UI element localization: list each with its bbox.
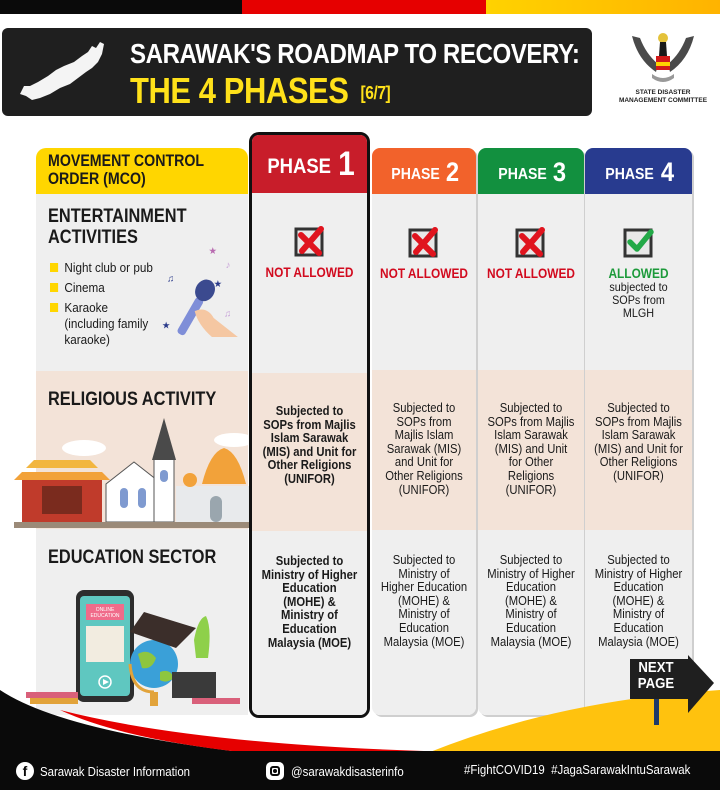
facebook-link[interactable] <box>16 762 211 780</box>
phase-3-column <box>478 148 584 715</box>
phase-1-column <box>249 132 370 718</box>
top-stripe-gold <box>486 0 720 14</box>
mco-header-line2: ORDER (MCO) <box>48 170 146 188</box>
phase-4-entertainment-cell <box>585 194 692 370</box>
bottom-swoosh-decoration <box>0 690 720 752</box>
instagram-link[interactable] <box>266 762 419 780</box>
phase-2-education-cell <box>372 530 476 715</box>
next-page-button[interactable] <box>637 660 676 692</box>
religious-text: Subjected to SOPs from Majlis Islam Sarawak (MIS) and Unit for Other Religions (UNIFOR) <box>262 404 357 486</box>
instagram-icon <box>266 762 284 780</box>
phase-number: 3 <box>552 157 567 187</box>
phase-1-religious-cell <box>252 373 367 531</box>
svg-text:♫: ♫ <box>224 308 232 320</box>
entertainment-title-line1: ENTERTAINMENT <box>48 206 187 227</box>
svg-text:★: ★ <box>208 246 218 258</box>
entertainment-status: NOT ALLOWED <box>380 266 468 281</box>
phase-3-header <box>478 148 584 194</box>
entertainment-status: ALLOWED <box>608 266 669 281</box>
microphone-illustration-icon <box>154 242 244 337</box>
page-indicator: [6/7] <box>360 83 391 103</box>
phase-word: PHASE <box>498 166 547 183</box>
education-text: Subjected to Ministry of Higher Education (MOHE) & Ministry of Education Malaysia (MOE) <box>261 554 358 650</box>
next-page-line1: NEXT <box>638 659 674 676</box>
illustration-text-line2: EDUCATION <box>90 613 120 619</box>
education-title: EDUCATION SECTOR <box>48 547 217 568</box>
phase-number: 4 <box>660 157 674 187</box>
list-item: Cinema <box>50 280 153 296</box>
svg-text:♫: ♫ <box>167 273 175 285</box>
x-box-icon <box>293 223 327 257</box>
title-banner <box>2 28 592 116</box>
phase-word: PHASE <box>267 155 331 178</box>
facebook-icon: f <box>16 762 34 780</box>
top-stripe-black <box>0 0 242 14</box>
title-sub <box>130 70 390 112</box>
top-stripe-red <box>242 0 486 14</box>
entertainment-list <box>50 260 164 352</box>
phase-word: PHASE <box>391 166 440 183</box>
phase-number: 2 <box>445 157 460 187</box>
entertainment-status: NOT ALLOWED <box>265 265 354 280</box>
education-text: Subjected to Ministry of Higher Education (MOHE) & Ministry of Education Malaysia (MOE) <box>380 553 468 649</box>
x-box-icon <box>514 224 548 258</box>
phase-1-header <box>252 135 367 193</box>
instagram-label: @sarawakdisasterinfo <box>291 763 404 779</box>
entertainment-title-line2: ACTIVITIES <box>48 227 138 248</box>
svg-text:♪: ♪ <box>225 259 231 271</box>
hashtags <box>464 762 720 777</box>
x-box-icon <box>407 224 441 258</box>
religious-text: Subjected to SOPs from Majlis Islam Sarawak (MIS) and Unit for Other Religions (UNIFOR) <box>487 401 575 497</box>
religious-title: RELIGIOUS ACTIVITY <box>48 389 217 410</box>
religious-text: Subjected to SOPs from Majlis Islam Sarawak (MIS) and Unit for Other Religions (UNIFOR) <box>385 401 463 497</box>
education-text: Subjected to Ministry of Higher Education (MOHE) & Ministry of Education Malaysia (MOE) <box>487 553 575 649</box>
religious-text: Subjected to SOPs from Majlis Islam Sarawak (MIS) and Unit for Other Religions (UNIFOR) <box>594 401 683 483</box>
svg-text:★: ★ <box>213 278 223 290</box>
title-main: SARAWAK'S ROADMAP TO RECOVERY: <box>130 38 580 69</box>
hashtags-label: #FightCOVID19 #JagaSarawakIntuSarawak <box>464 762 691 777</box>
entertainment-row <box>36 194 248 371</box>
mco-header-line1: MOVEMENT CONTROL <box>48 152 205 170</box>
phase-word: PHASE <box>605 166 655 183</box>
phase-4-header <box>585 148 692 194</box>
phase-4-column <box>585 148 692 715</box>
places-of-worship-illustration-icon <box>14 418 272 530</box>
next-page-line2: PAGE <box>637 675 675 692</box>
footer <box>0 751 720 790</box>
crest-caption <box>608 89 718 105</box>
entertainment-note: subjected to SOPs from MLGH <box>609 280 668 320</box>
phase-2-column <box>372 148 476 715</box>
sarawak-map-icon <box>16 38 112 108</box>
mco-header <box>36 148 248 194</box>
list-item: Karaoke (including family karaoke) <box>50 300 149 348</box>
crest-caption-line2: MANAGEMENT COMMITTEE <box>618 97 708 104</box>
entertainment-status: NOT ALLOWED <box>487 266 575 281</box>
illustration-text-line1: ONLINE <box>95 607 115 613</box>
phase-2-header <box>372 148 476 194</box>
phase-2-religious-cell <box>372 370 476 530</box>
phase-number: 1 <box>338 145 356 183</box>
facebook-label: Sarawak Disaster Information <box>40 763 191 779</box>
svg-text:★: ★ <box>161 320 171 332</box>
phase-3-entertainment-cell <box>478 194 584 370</box>
education-text: Subjected to Ministry of Higher Education (MOHE) & Ministry of Education Malaysia (MOE) <box>594 553 683 649</box>
phase-3-education-cell <box>478 530 584 715</box>
crest-caption-line1: STATE DISASTER <box>635 89 691 96</box>
phase-2-entertainment-cell <box>372 194 476 370</box>
state-crest-icon <box>630 30 696 86</box>
phase-4-religious-cell <box>585 370 692 530</box>
phase-3-religious-cell <box>478 370 584 530</box>
title-sub-text: THE 4 PHASES <box>130 70 349 111</box>
phase-1-entertainment-cell <box>252 193 367 373</box>
list-item: Night club or pub <box>50 260 153 276</box>
check-box-icon <box>622 224 656 258</box>
